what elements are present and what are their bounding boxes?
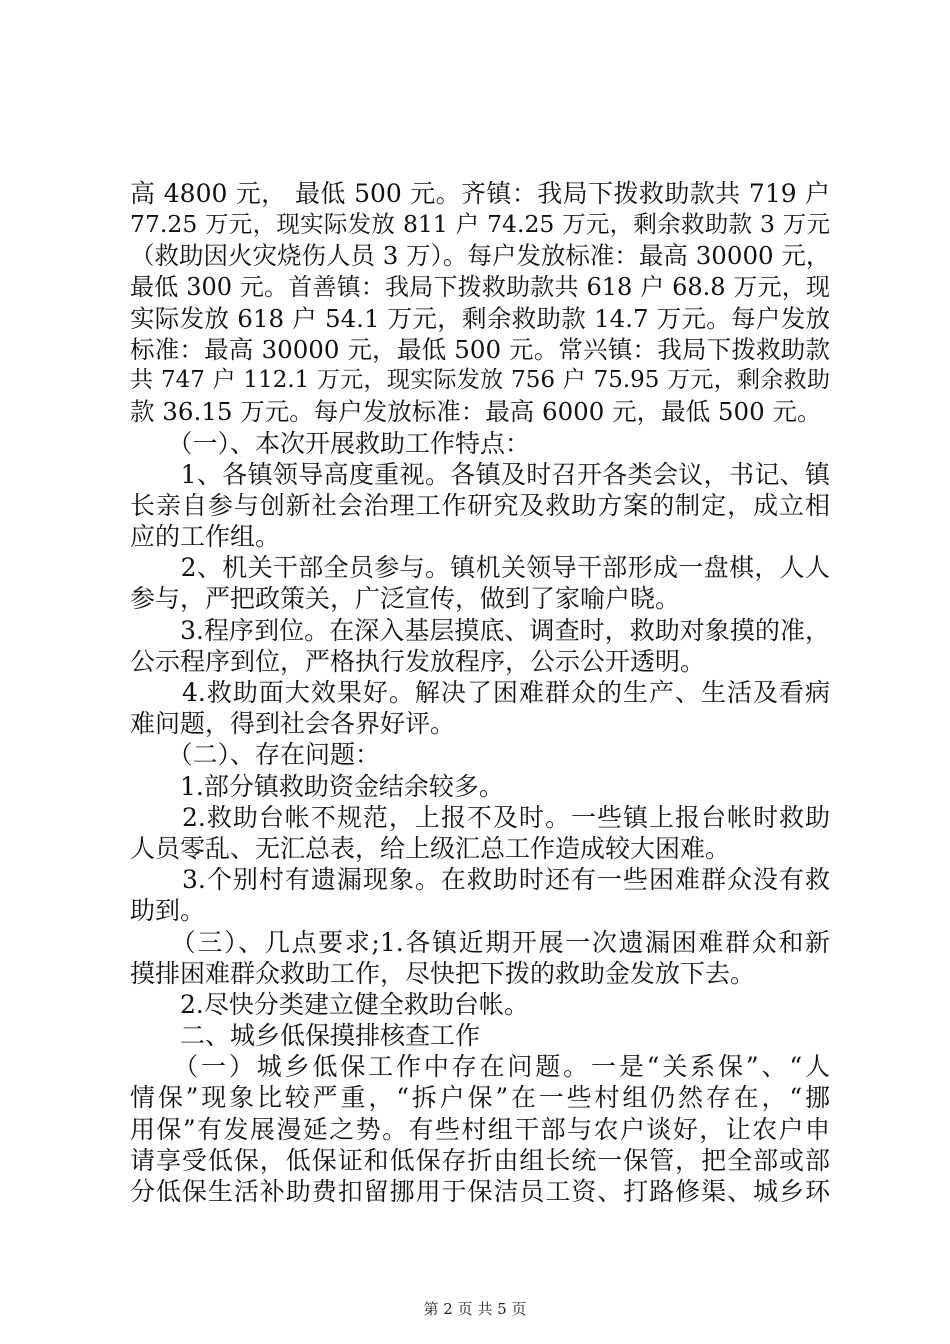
- text-line: 助到。: [130, 896, 206, 926]
- text-line: （三）、几点要求;1.各镇近期开展一次遗漏困难群众和新: [130, 927, 830, 957]
- text-line: 摸排困难群众救助工作，尽快把下拨的救助金发放下去。: [130, 958, 756, 988]
- text-line: 3.个别村有遗漏现象。在救助时还有一些困难群众没有救: [130, 865, 830, 895]
- text-line: 应的工作组。: [130, 522, 281, 552]
- text-line: 2、机关干部全员参与。镇机关领导干部形成一盘棋，人人: [130, 553, 830, 583]
- text-line: （一）城乡低保工作中存在问题。一是“关系保”、“人: [130, 1052, 830, 1082]
- text-line: 1、各镇领导高度重视。各镇及时召开各类会议，书记、镇: [130, 459, 830, 489]
- page-number-footer: 第 2 页 共 5 页: [423, 1300, 527, 1318]
- section-heading: （二）、存在问题：: [130, 740, 381, 770]
- text-line: 参与，严把政策关，广泛宣传，做到了家喻户晓。: [130, 584, 681, 614]
- text-line: 情保”现象比较严重，“拆户保”在一些村组仍然存在，“挪: [130, 1083, 830, 1113]
- text-line: 人员零乱、无汇总表，给上级汇总工作造成较大困难。: [130, 833, 731, 863]
- text-line: 共 747 户 112.1 万元，现实际发放 756 户 75.95 万元，剩余救助: [130, 367, 830, 394]
- body-text: [130, 178, 830, 1207]
- text-line: 长亲自参与创新社会治理工作研究及救助方案的制定，成立相: [130, 490, 830, 520]
- text-line: 77.25 万元，现实际发放 811 户 74.25 万元，剩余救助款 3 万元: [130, 210, 830, 239]
- section-heading: （一）、本次开展救助工作特点：: [130, 428, 531, 458]
- text-line: 公示程序到位，严格执行发放程序，公示公开透明。: [130, 646, 706, 676]
- text-line: 分低保生活补助费扣留挪用于保洁员工资、打路修渠、城乡环: [130, 1177, 830, 1206]
- text-line: 高 4800 元， 最低 500 元。齐镇：我局下拨救助款共 719 户: [130, 179, 830, 208]
- text-line: 2.救助台帐不规范，上报不及时。一些镇上报台帐时救助: [130, 802, 830, 832]
- text-line: 2.尽快分类建立健全救助台帐。: [130, 989, 529, 1019]
- section-heading: 二、城乡低保摸排核查工作: [130, 1021, 481, 1051]
- text-line: 3.程序到位。在深入基层摸底、调查时，救助对象摸的准，: [130, 615, 830, 645]
- text-line: 4.救助面大效果好。解决了困难群众的生产、生活及看病: [130, 678, 830, 707]
- text-line: 用保”有发展漫延之势。有些村组干部与农户谈好，让农户申: [130, 1114, 830, 1144]
- text-line: 难问题，得到社会各界好评。: [130, 709, 456, 739]
- text-line: 标准：最高 30000 元，最低 500 元。常兴镇：我局下拨救助款: [130, 334, 830, 364]
- text-line: 请享受低保，低保证和低保存折由组长统一保管，把全部或部: [130, 1145, 830, 1175]
- text-line: 最低 300 元。首善镇：我局下拨救助款共 618 户 68.8 万元，现: [130, 272, 830, 301]
- text-line: 1.部分镇救助资金结余较多。: [130, 771, 504, 801]
- text-line: 实际发放 618 户 54.1 万元，剩余救助款 14.7 万元。每户发放: [130, 303, 830, 333]
- text-line: 款 36.15 万元。每户发放标准：最高 6000 元，最低 500 元。: [130, 397, 822, 427]
- text-line: （救助因火灾烧伤人员 3 万）。每户发放标准：最高 30000 元，: [130, 241, 831, 271]
